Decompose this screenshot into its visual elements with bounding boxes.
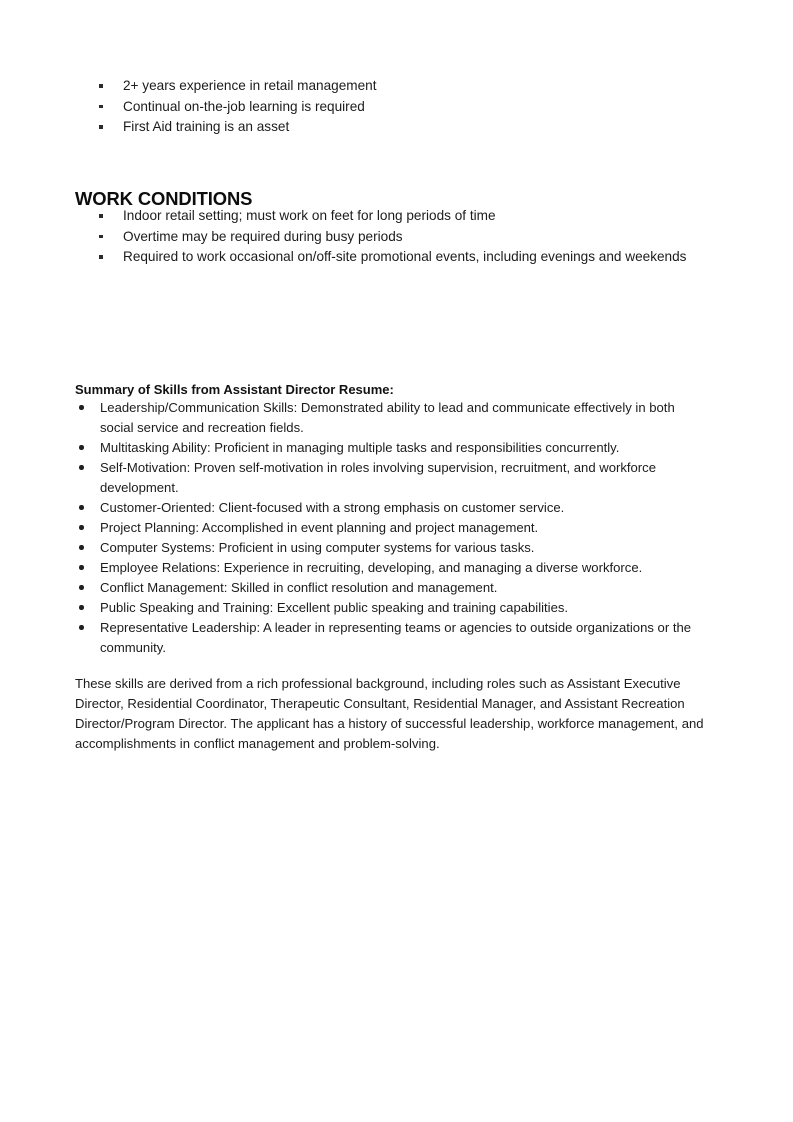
round-bullet-icon (79, 565, 84, 570)
square-bullet-icon (99, 105, 103, 109)
square-bullet-icon (99, 255, 103, 259)
list-item-text: Representative Leadership: A leader in representing teams or agencies to outside organizations or the community. (100, 620, 692, 655)
list-item-text: Leadership/Communication Skills: Demonstrated ability to lead and communicate effectively in both social service and recreation fields. (100, 400, 675, 435)
round-bullet-icon (79, 405, 84, 410)
skills-summary-list (75, 398, 707, 658)
list-item-text: Conflict Management: Skilled in conflict resolution and management. (100, 580, 498, 595)
round-bullet-icon (79, 625, 84, 630)
list-item (75, 538, 707, 558)
round-bullet-icon (79, 585, 84, 590)
list-item-text: First Aid training is an asset (123, 119, 290, 135)
list-item (75, 247, 706, 268)
requirements-list (75, 76, 706, 138)
section-heading-work-conditions: WORK CONDITIONS (75, 188, 253, 210)
list-item (75, 206, 706, 227)
list-item (75, 398, 707, 438)
list-item-text: Multitasking Ability: Proficient in managing multiple tasks and responsibilities concurrently. (100, 440, 620, 455)
list-item (75, 578, 707, 598)
section-heading-skills-summary: Summary of Skills from Assistant Director Resume: (75, 381, 394, 397)
list-item-text: Computer Systems: Proficient in using computer systems for various tasks. (100, 540, 535, 555)
list-item (75, 97, 706, 118)
list-item (75, 598, 707, 618)
square-bullet-icon (99, 235, 103, 239)
list-item-text: Continual on-the-job learning is required (123, 98, 365, 114)
work-conditions-list (75, 206, 706, 268)
round-bullet-icon (79, 505, 84, 510)
square-bullet-icon (99, 214, 103, 218)
round-bullet-icon (79, 545, 84, 550)
list-item (75, 227, 706, 248)
list-item (75, 518, 707, 538)
square-bullet-icon (99, 84, 103, 88)
list-item (75, 117, 706, 138)
round-bullet-icon (79, 445, 84, 450)
list-item-text: Project Planning: Accomplished in event planning and project management. (100, 520, 539, 535)
list-item-text: Self-Motivation: Proven self-motivation in roles involving supervision, recruitment, and workforce development. (100, 460, 656, 495)
list-item (75, 498, 707, 518)
list-item-text: Required to work occasional on/off-site promotional events, including evenings and weekends (123, 249, 687, 265)
list-item-text: Indoor retail setting; must work on feet for long periods of time (123, 208, 496, 223)
list-item (75, 558, 707, 578)
square-bullet-icon (99, 125, 103, 129)
round-bullet-icon (79, 605, 84, 610)
list-item (75, 76, 706, 97)
list-item-text: Public Speaking and Training: Excellent public speaking and training capabilities. (100, 600, 569, 615)
list-item (75, 458, 707, 498)
list-item-text: 2+ years experience in retail management (123, 78, 377, 93)
list-item-text: Employee Relations: Experience in recruiting, developing, and managing a diverse workforce. (100, 560, 643, 575)
list-item (75, 618, 707, 658)
closing-paragraph: These skills are derived from a rich professional background, including roles such as Assistant Executive Director, Residential Coordinator, Therapeutic Consultant, Residential Manager, and Assistant Recreation Director/Program Director. The applicant has a history of successful leadership, workforce management, and accomplishments in conflict management and problem-solving. (75, 676, 704, 752)
round-bullet-icon (79, 525, 84, 530)
list-item (75, 438, 707, 458)
round-bullet-icon (79, 465, 84, 470)
list-item-text: Customer-Oriented: Client-focused with a strong emphasis on customer service. (100, 500, 565, 515)
list-item-text: Overtime may be required during busy periods (123, 228, 403, 244)
